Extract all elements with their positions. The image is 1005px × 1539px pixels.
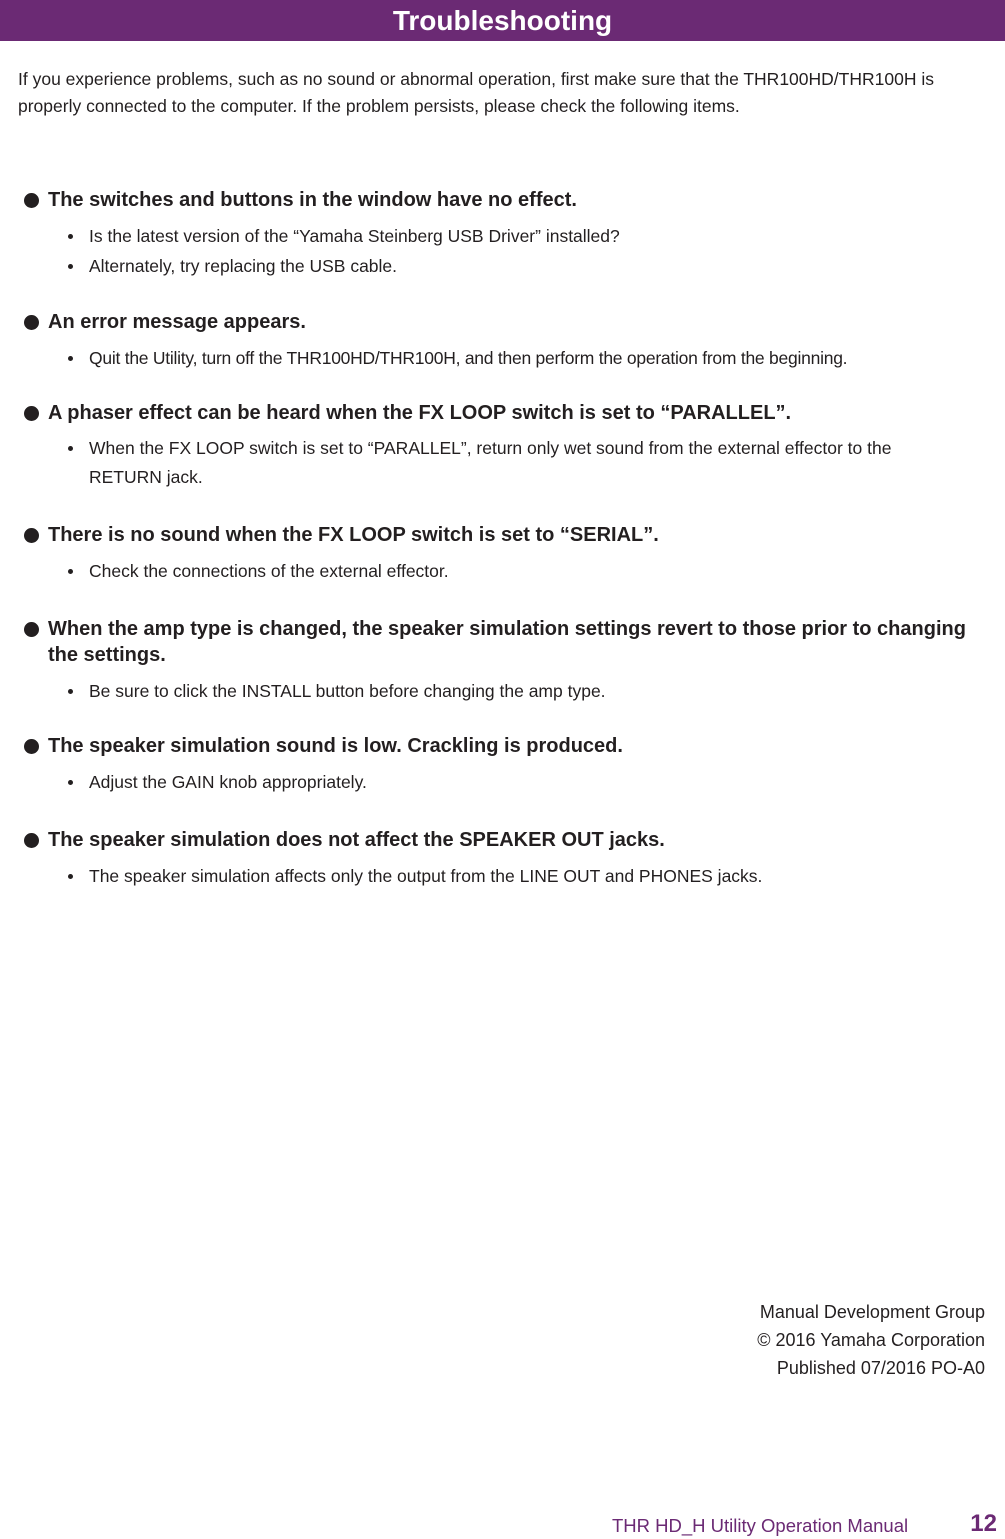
section-heading (24, 522, 984, 548)
list-item: When the FX LOOP switch is set to “PARALLEL”, return only wet sound from the external effector to the RETURN jack. (24, 434, 984, 492)
bullet-circle-icon (24, 739, 39, 754)
credits-group: Manual Development Group (759, 1302, 985, 1322)
bullet-dot-icon (68, 874, 73, 879)
bullet-dot-icon (68, 264, 73, 269)
bullet-dot-icon (68, 780, 73, 785)
item-list (24, 861, 984, 891)
credits-block (757, 1298, 985, 1382)
section-heading-text: The speaker simulation sound is low. Crackling is produced. (48, 735, 623, 757)
section-simulation-low (24, 733, 984, 797)
bullet-dot-icon (68, 234, 73, 239)
credits-copyright: © 2016 Yamaha Corporation (757, 1330, 985, 1350)
list-item: Adjust the GAIN knob appropriately. (24, 767, 984, 797)
section-speaker-out (24, 827, 984, 891)
list-item: Alternately, try replacing the USB cable. (24, 251, 984, 281)
bullet-dot-icon (68, 689, 73, 694)
section-heading-text: The speaker simulation does not affect the SPEAKER OUT jacks. (48, 829, 665, 851)
bullet-circle-icon (24, 193, 39, 208)
section-heading (24, 400, 984, 426)
section-heading (24, 733, 984, 759)
item-list (24, 343, 984, 373)
list-item: Check the connections of the external effector. (24, 556, 984, 586)
page-title-bar (0, 0, 1005, 41)
bullet-dot-icon (68, 356, 73, 361)
section-heading-text: A phaser effect can be heard when the FX LOOP switch is set to “PARALLEL”. (48, 402, 792, 424)
item-list (24, 556, 984, 586)
page-number: 12 (970, 1510, 997, 1537)
section-switches-no-effect (24, 187, 984, 281)
item-list (24, 434, 984, 492)
section-heading (24, 827, 984, 853)
list-item: Quit the Utility, turn off the THR100HD/THR100H, and then perform the operation from the beginning. (24, 343, 984, 373)
bullet-circle-icon (24, 528, 39, 543)
section-heading (24, 187, 984, 213)
section-heading-text: When the amp type is changed, the speaker simulation settings revert to those prior to changing the settings. (48, 618, 966, 666)
list-item: The speaker simulation affects only the output from the LINE OUT and PHONES jacks. (24, 861, 984, 891)
list-item: Is the latest version of the “Yamaha Steinberg USB Driver” installed? (24, 221, 984, 251)
credits-published: Published 07/2016 PO-A0 (776, 1358, 985, 1378)
section-heading-text: An error message appears. (48, 311, 306, 333)
bullet-circle-icon (24, 406, 39, 421)
bullet-dot-icon (68, 446, 73, 451)
item-list (24, 221, 984, 281)
section-phaser-effect (24, 400, 984, 492)
bullet-dot-icon (68, 569, 73, 574)
item-list (24, 767, 984, 797)
section-error-message (24, 309, 984, 373)
section-no-sound-serial (24, 522, 984, 586)
intro-paragraph: If you experience problems, such as no sound or abnormal operation, first make sure that the THR100HD/THR100H is properly connected to the computer. If the problem persists, please check the following items. (18, 69, 934, 116)
section-heading-text: There is no sound when the FX LOOP switch is set to “SERIAL”. (48, 524, 659, 546)
bullet-circle-icon (24, 315, 39, 330)
section-heading (24, 616, 984, 668)
section-heading-text: The switches and buttons in the window have no effect. (48, 189, 577, 211)
page-title: Troubleshooting (392, 5, 613, 36)
list-item: Be sure to click the INSTALL button before changing the amp type. (24, 676, 984, 706)
bullet-circle-icon (24, 833, 39, 848)
bullet-circle-icon (24, 622, 39, 637)
section-heading (24, 309, 984, 335)
footer-manual-title: THR HD_H Utility Operation Manual (612, 1515, 909, 1536)
section-amp-type-revert (24, 616, 984, 706)
item-list (24, 676, 984, 706)
